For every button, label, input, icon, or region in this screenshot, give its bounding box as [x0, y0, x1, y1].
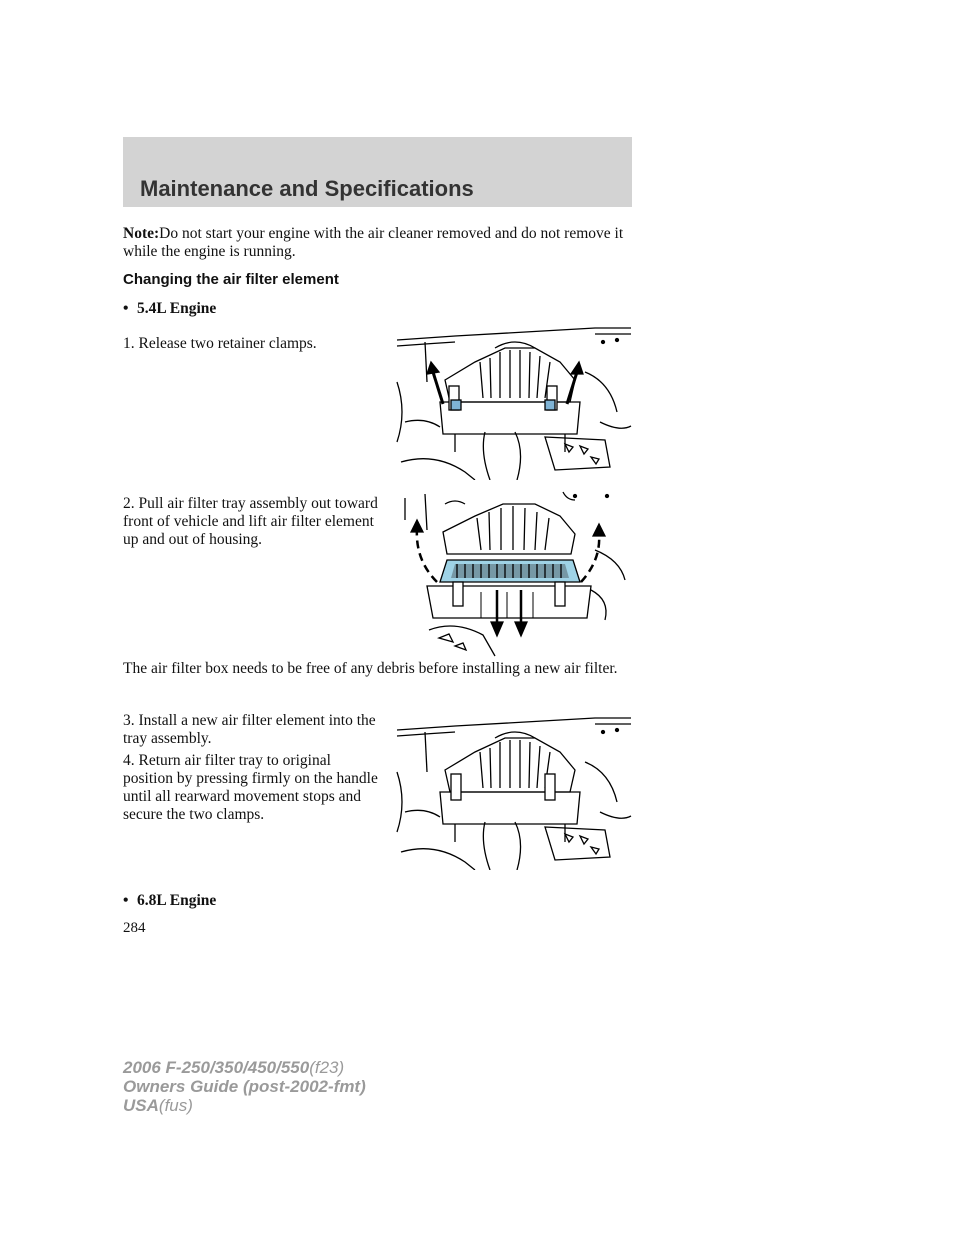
step-3-text: 3. Install a new air filter element into the tray assembly. [123, 712, 376, 747]
page-number: 284 [123, 920, 146, 936]
bullet-icon: • [123, 300, 129, 317]
illustration-release-clamps [395, 322, 632, 480]
illustration-return-tray [395, 712, 632, 870]
bullet-engine-54 [123, 300, 216, 318]
note-label: Note: [123, 225, 160, 242]
note-paragraph [123, 225, 643, 261]
step-4-text: 4. Return air filter tray to original position by pressing firmly on the handle until all rearward movement stops and secure the two clamps. [123, 752, 378, 823]
footer-region: USA [123, 1096, 159, 1115]
footer [123, 1058, 366, 1115]
footer-guide: Owners Guide (post-2002-fmt) [123, 1077, 366, 1096]
note-text: Do not start your engine with the air cleaner removed and do not remove it while the engine is running. [123, 225, 624, 260]
bullet-label: 6.8L Engine [137, 892, 217, 909]
footer-model: 2006 F-250/350/450/550 [123, 1058, 310, 1077]
bullet-label: 5.4L Engine [137, 300, 217, 317]
step-1-text: 1. Release two retainer clamps. [123, 335, 317, 352]
bullet-engine-68 [123, 892, 216, 910]
illustration-pull-tray [395, 490, 632, 658]
section-title: Changing the air filter element [123, 271, 339, 288]
bullet-icon: • [123, 892, 129, 909]
page-title: Maintenance and Specifications [140, 176, 474, 201]
debris-note-text: The air filter box needs to be free of any debris before installing a new air filter. [123, 660, 618, 677]
step-2-text: 2. Pull air filter tray assembly out toward front of vehicle and lift air filter element up and out of housing. [123, 495, 378, 548]
footer-region-code: (fus) [158, 1096, 193, 1115]
footer-model-code: (f23) [309, 1058, 345, 1077]
